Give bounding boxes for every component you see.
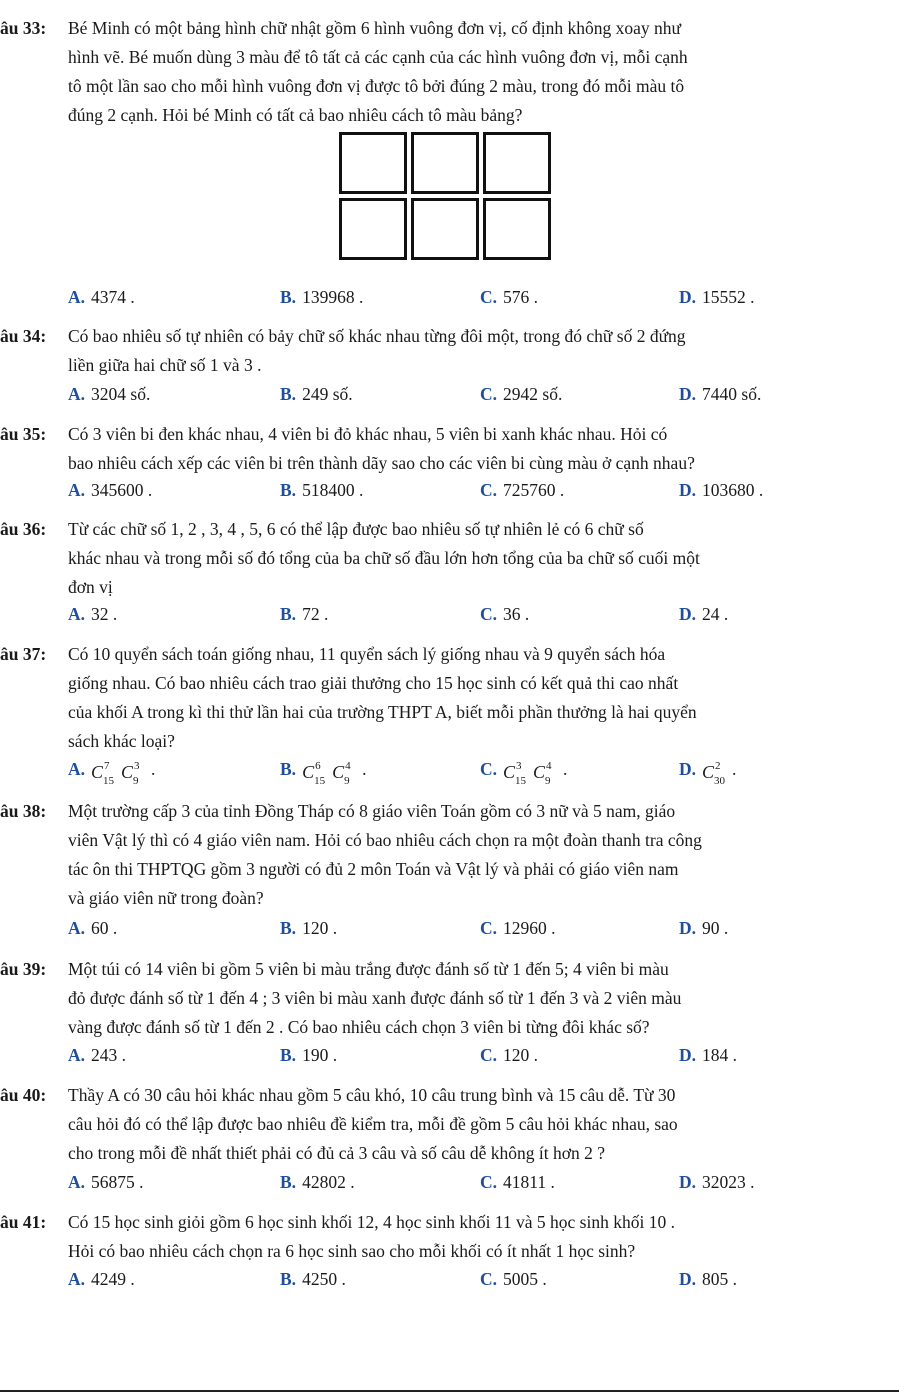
option-c[interactable]: C. 576 . [480, 287, 539, 307]
question-text-line: tác ôn thi THPTQG gồm 3 người có đủ 2 môn Toán và Vật lý và phải có giáo viên nam [68, 859, 679, 879]
question-label: âu 38: [0, 801, 47, 821]
grid-figure [339, 132, 555, 276]
question-text-line: đơn vị [68, 577, 113, 597]
answer-options [0, 1041, 899, 1069]
combination-term: C 4 9 [332, 760, 351, 787]
question-text-line: giống nhau. Có bao nhiêu cách trao giải thưởng cho 15 học sinh có kết quả thi cao nhất [68, 673, 679, 693]
option-d[interactable]: D. 24 . [679, 604, 729, 624]
option-d[interactable]: D. 805 . [679, 1269, 738, 1289]
question-text-line: Một túi có 14 viên bi gồm 5 viên bi màu trắng được đánh số từ 1 đến 5; 4 viên bi màu [68, 959, 669, 979]
grid-cell [411, 198, 479, 260]
question-text-line: Có bao nhiêu số tự nhiên có bảy chữ số khác nhau từng đôi một, trong đó chữ số 2 đứng [68, 326, 686, 346]
answer-options [0, 1168, 899, 1196]
combination-term: C 3 9 [121, 760, 140, 787]
option-a[interactable]: A. 243 . [68, 1045, 127, 1065]
option-d[interactable]: D. C 2 30 . [679, 759, 737, 787]
option-b[interactable]: B. 249 số. [280, 384, 353, 404]
question-text-line: Từ các chữ số 1, 2 , 3, 4 , 5, 6 có thể lập được bao nhiêu số tự nhiên lẻ có 6 chữ số [68, 519, 644, 539]
question-text-line: Có 10 quyển sách toán giống nhau, 11 quyển sách lý giống nhau và 9 quyển sách hóa [68, 644, 666, 664]
question-text-line: bao nhiêu cách xếp các viên bi trên thành dãy sao cho các viên bi cùng màu ở cạnh nhau? [68, 453, 695, 473]
combination-term: C 2 30 [702, 760, 726, 787]
option-d[interactable]: D. 184 . [679, 1045, 738, 1065]
question-text-line: viên Vật lý thì có 4 giáo viên nam. Hỏi có bao nhiêu cách chọn ra một đoàn thanh tra công [68, 830, 702, 850]
question-text-line: khác nhau và trong mỗi số đó tổng của ba chữ số đầu lớn hơn tổng của ba chữ số cuối một [68, 548, 700, 568]
option-c[interactable]: C. 41811 . [480, 1172, 555, 1192]
answer-options [0, 1265, 899, 1293]
answer-options [0, 755, 899, 787]
combination-term: C 4 9 [533, 760, 552, 787]
answer-options [0, 914, 899, 942]
question-text-line: cho trong mỗi đề nhất thiết phải có đủ cả 3 câu và số câu dễ không ít hơn 2 ? [68, 1143, 606, 1163]
option-b[interactable]: B. 518400 . [280, 480, 364, 500]
option-a[interactable]: A. 32 . [68, 604, 118, 624]
option-d[interactable]: D. 32023 . [679, 1172, 755, 1192]
question-text-line: đỏ được đánh số từ 1 đến 4 ; 3 viên bi màu xanh được đánh số từ 1 đến 3 và 2 viên màu [68, 988, 682, 1008]
option-b[interactable]: B. 139968 . [280, 287, 364, 307]
option-c[interactable]: C. 2942 số. [480, 384, 563, 404]
grid-cell [339, 198, 407, 260]
option-b[interactable]: B. C 6 15 C 4 9 . [280, 759, 367, 787]
answer-options [0, 283, 899, 311]
question-text-line: sách khác loại? [68, 731, 175, 751]
option-a[interactable]: A. 4374 . [68, 287, 135, 307]
grid-cell [483, 132, 551, 194]
option-d[interactable]: D. 15552 . [679, 287, 755, 307]
option-b[interactable]: B. 42802 . [280, 1172, 355, 1192]
option-a[interactable]: A. 345600 . [68, 480, 153, 500]
option-c[interactable]: C. 120 . [480, 1045, 539, 1065]
option-c[interactable]: C. 12960 . [480, 918, 556, 938]
option-c[interactable]: C. 5005 . [480, 1269, 547, 1289]
option-c[interactable]: C. 725760 . [480, 480, 565, 500]
combination-term: C 3 15 [503, 760, 527, 787]
option-d[interactable]: D. 7440 số. [679, 384, 762, 404]
answer-options [0, 600, 899, 628]
question-text-line: của khối A trong kì thi thử lần hai của trường THPT A, biết mỗi phần thưởng là hai quyển [68, 702, 697, 722]
option-b[interactable]: B. 72 . [280, 604, 329, 624]
option-a[interactable]: A. 4249 . [68, 1269, 135, 1289]
option-d[interactable]: D. 90 . [679, 918, 729, 938]
option-a[interactable]: A. 56875 . [68, 1172, 144, 1192]
page-bottom-rule [0, 1390, 899, 1392]
question-text-line: Một trường cấp 3 của tỉnh Đồng Tháp có 8 giáo viên Toán gồm có 3 nữ và 5 nam, giáo [68, 801, 676, 821]
question-text-line: Có 3 viên bi đen khác nhau, 4 viên bi đỏ khác nhau, 5 viên bi xanh khác nhau. Hỏi có [68, 424, 668, 444]
option-c[interactable]: C. 36 . [480, 604, 530, 624]
option-c[interactable]: C. C 3 15 C 4 9 . [480, 759, 568, 787]
answer-options [0, 476, 899, 504]
question-label: âu 34: [0, 326, 47, 346]
question-label: âu 37: [0, 644, 47, 664]
question-label: âu 39: [0, 959, 47, 979]
question-text-line: câu hỏi đó có thể lập được bao nhiêu đề kiểm tra, mỗi đề gồm 5 câu hỏi khác nhau, sao [68, 1114, 678, 1134]
question-text-line: Hỏi có bao nhiêu cách chọn ra 6 học sinh sao cho mỗi khối có ít nhất 1 học sinh? [68, 1241, 636, 1261]
option-d[interactable]: D. 103680 . [679, 480, 764, 500]
combination-term: C 7 15 [91, 760, 115, 787]
question-text-line: và giáo viên nữ trong đoàn? [68, 888, 264, 908]
question-text-line: vàng được đánh số từ 1 đến 2 . Có bao nhiêu cách chọn 3 viên bi từng đôi khác số? [68, 1017, 650, 1037]
answer-options [0, 380, 899, 408]
question-text-line: hình vẽ. Bé muốn dùng 3 màu để tô tất cả các cạnh của các hình vuông đơn vị, mỗi cạnh [68, 47, 688, 67]
question-label: âu 35: [0, 424, 47, 444]
option-b[interactable]: B. 120 . [280, 918, 338, 938]
grid-cell [483, 198, 551, 260]
question-label: âu 41: [0, 1212, 47, 1232]
question-text-line: đúng 2 cạnh. Hỏi bé Minh có tất cả bao nhiêu cách tô màu bảng? [68, 105, 523, 125]
grid-cell [339, 132, 407, 194]
option-b[interactable]: B. 190 . [280, 1045, 338, 1065]
question-label: âu 33: [0, 18, 47, 38]
option-a[interactable]: A. C 7 15 C 3 9 . [68, 759, 156, 787]
question-text-line: tô một lần sao cho mỗi hình vuông đơn vị được tô bởi đúng 2 màu, trong đó mỗi màu tô [68, 76, 685, 96]
question-text-line: Thầy A có 30 câu hỏi khác nhau gồm 5 câu khó, 10 câu trung bình và 15 câu dễ. Từ 30 [68, 1085, 676, 1105]
question-text-line: Bé Minh có một bảng hình chữ nhật gồm 6 hình vuông đơn vị, cố định không xoay như [68, 18, 681, 38]
combination-term: C 6 15 [302, 760, 326, 787]
grid-cell [411, 132, 479, 194]
question-text-line: Có 15 học sinh giỏi gồm 6 học sinh khối 12, 4 học sinh khối 11 và 5 học sinh khối 10 . [68, 1212, 675, 1232]
option-b[interactable]: B. 4250 . [280, 1269, 346, 1289]
option-a[interactable]: A. 3204 số. [68, 384, 151, 404]
question-text-line: liền giữa hai chữ số 1 và 3 . [68, 355, 262, 375]
option-a[interactable]: A. 60 . [68, 918, 118, 938]
question-label: âu 36: [0, 519, 47, 539]
question-label: âu 40: [0, 1085, 47, 1105]
